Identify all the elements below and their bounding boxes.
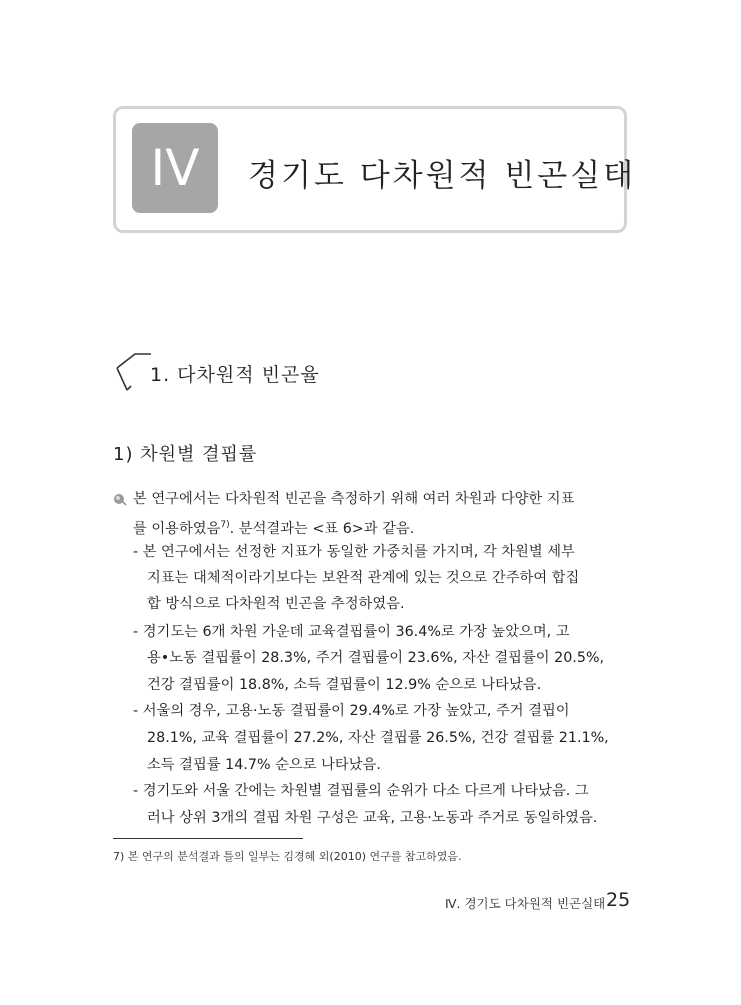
- dash-item-line: 러나 상위 3개의 결핍 차원 구성은 교육, 고용·노동과 주거로 동일하였음.: [147, 810, 598, 826]
- chapter-header-box: [113, 106, 637, 233]
- text-span: 를 이용하였음: [133, 521, 221, 537]
- dash-item-line: - 경기도는 6개 차원 가운데 교육결핍률이 36.4%로 가장 높았으며, 고: [133, 624, 570, 640]
- section-title: 1. 다차원적 빈곤율: [150, 364, 320, 386]
- chapter-number-badge: IV: [132, 123, 218, 213]
- paragraph-line: 본 연구에서는 다차원적 빈곤을 측정하기 위해 여러 차원과 다양한 지표: [133, 491, 575, 507]
- dash-item-line: - 경기도와 서울 간에는 차원별 결핍률의 순위가 다소 다르게 나타났음. 그: [133, 783, 589, 799]
- text-span: . 분석결과는 <표 6>과 같음.: [229, 521, 415, 537]
- dash-item-line: 소득 결핍률 14.7% 순으로 나타났음.: [147, 757, 381, 773]
- dash-item-line: 합 방식으로 다차원적 빈곤을 추정하였음.: [147, 596, 405, 612]
- footnote-reference: 7): [220, 520, 230, 530]
- dash-item-line: 28.1%, 교육 결핍률이 27.2%, 자산 결핍률 26.5%, 건강 결핍률 21.1%,: [147, 730, 609, 746]
- page-number: 25: [606, 889, 631, 911]
- footnote-text: 7) 본 연구의 분석결과 틀의 일부는 김경혜 외(2010) 연구를 참고하였음.: [113, 850, 462, 863]
- dash-item-line: 지표는 대체적이라기보다는 보완적 관계에 있는 것으로 간주하여 합집: [147, 570, 580, 586]
- dash-item-line: - 서울의 경우, 고용·노동 결핍률이 29.4%로 가장 높았고, 주거 결핍이: [133, 703, 570, 719]
- chapter-title: 경기도 다차원적 빈곤실태: [248, 158, 637, 194]
- dash-item-line: - 본 연구에서는 선정한 지표가 동일한 가중치를 가지며, 각 차원별 세부: [133, 544, 575, 560]
- dash-item-line: 용•노동 결핍률이 28.3%, 주거 결핍률이 23.6%, 자산 결핍률이 20.5%,: [147, 650, 605, 666]
- gray-bullet-icon: [113, 492, 127, 506]
- running-head: Ⅳ. 경기도 다차원적 빈곤실태: [445, 896, 606, 911]
- footnote-divider: [113, 838, 303, 839]
- subsection-title: 1) 차원별 결핍률: [113, 444, 258, 465]
- paragraph-line: [133, 515, 414, 539]
- dash-item-line: 건강 결핍률이 18.8%, 소득 결핍률이 12.9% 순으로 나타났음.: [147, 677, 542, 693]
